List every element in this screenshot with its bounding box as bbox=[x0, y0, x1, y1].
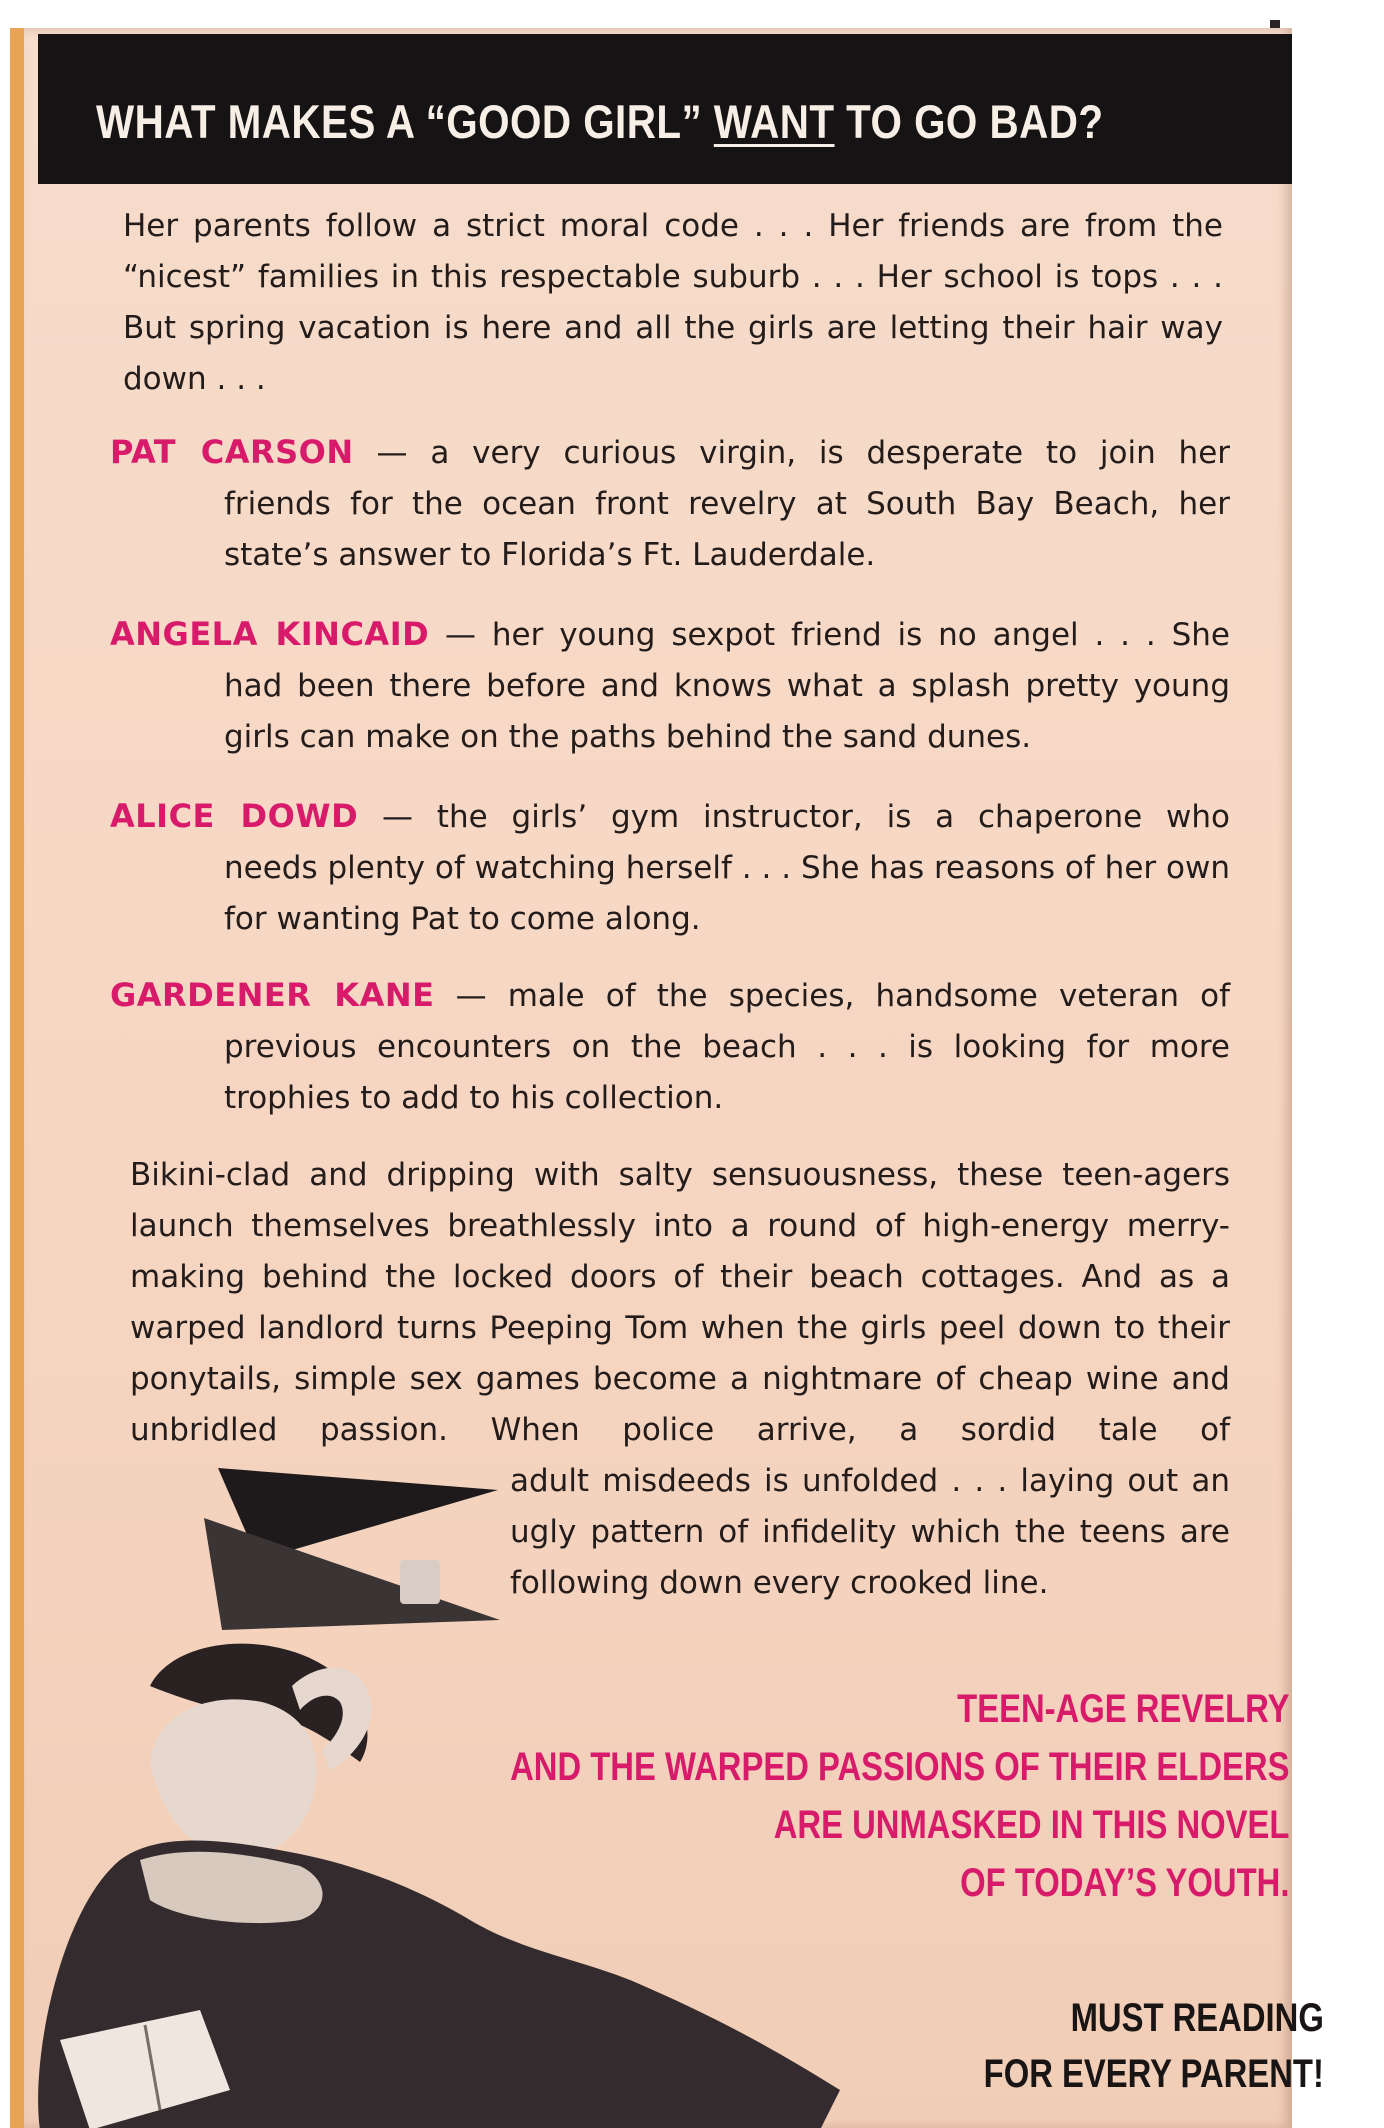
character-entry bbox=[110, 427, 1230, 581]
character-name: ALICE DOWD bbox=[110, 797, 359, 835]
character-description: needs plenty of watching herself . . . She has reasons of her own for wanting Pat to come along. bbox=[224, 850, 1230, 937]
headline-part-1: WHAT MAKES A “GOOD GIRL” bbox=[96, 95, 714, 148]
closing-callout bbox=[984, 1990, 1324, 2102]
closing-line: FOR EVERY PARENT! bbox=[983, 2052, 1324, 2096]
intro-paragraph: Her parents follow a strict moral code . . . Her friends are from the “nicest” families in this respectable suburb . . . Her school is tops . . . But spring vacation is here and all the girls are letting their hair way down . . . bbox=[123, 208, 1223, 397]
closing-line: MUST READING bbox=[1070, 1996, 1324, 2040]
character-name: ANGELA KINCAID bbox=[110, 615, 430, 653]
character-description: friends for the ocean front revelry at South Bay Beach, her state’s answer to Florida’s Ft. Lauderdale. bbox=[224, 486, 1230, 573]
tagline-line: OF TODAY’S YOUTH. bbox=[959, 1861, 1289, 1905]
character-name: GARDENER KANE bbox=[110, 976, 435, 1014]
description-paragraph: Bikini-clad and dripping with salty sensuousness, these teen-agers launch themselves breathlessly into a round of high-energy merry-making behind the locked doors of their beach cottages. And as a warped landlord turns Peeping Tom when the girls peel down to their ponytails, simple sex games become a nightmare of cheap wine and unbridled passion. When police arrive, a sordid tale of bbox=[130, 1157, 1230, 1448]
character-intro: — her young sexpot friend is no angel . . . She bbox=[445, 617, 1230, 653]
pennant-photo bbox=[400, 1560, 440, 1604]
tagline-line: TEEN-AGE REVELRY bbox=[956, 1687, 1289, 1731]
face bbox=[150, 1699, 317, 1857]
headline-part-2: TO GO BAD? bbox=[834, 95, 1104, 148]
character-entry bbox=[110, 970, 1230, 1124]
character-first-line bbox=[110, 791, 1230, 843]
tagline-line: ARE UNMASKED IN THIS NOVEL bbox=[773, 1803, 1289, 1847]
character-entry bbox=[110, 609, 1230, 763]
tagline bbox=[510, 1680, 1289, 1912]
headline-emphasis: WANT bbox=[713, 95, 835, 148]
pennant-bottom bbox=[204, 1518, 500, 1630]
character-first-line bbox=[110, 970, 1230, 1022]
character-intro: — a very curious virgin, is desperate to join her bbox=[376, 435, 1231, 471]
character-description: previous encounters on the beach . . . is looking for more trophies to add to his collection. bbox=[224, 1029, 1230, 1116]
headline bbox=[96, 94, 1104, 149]
description-continuation: adult misdeeds is unfolded . . . laying out an ugly pattern of infidelity which the teens are following down every crooked line. bbox=[510, 1463, 1230, 1601]
character-intro: — male of the species, handsome veteran of bbox=[455, 978, 1230, 1014]
character-entry bbox=[110, 791, 1230, 945]
character-name: PAT CARSON bbox=[110, 433, 354, 471]
character-first-line bbox=[110, 427, 1230, 479]
character-description: had been there before and knows what a splash pretty young girls can make on the paths behind the sand dunes. bbox=[224, 668, 1230, 755]
character-intro: — the girls’ gym instructor, is a chaperone who bbox=[381, 799, 1230, 835]
character-first-line bbox=[110, 609, 1230, 661]
tagline-line: AND THE WARPED PASSIONS OF THEIR ELDERS bbox=[509, 1745, 1289, 1789]
